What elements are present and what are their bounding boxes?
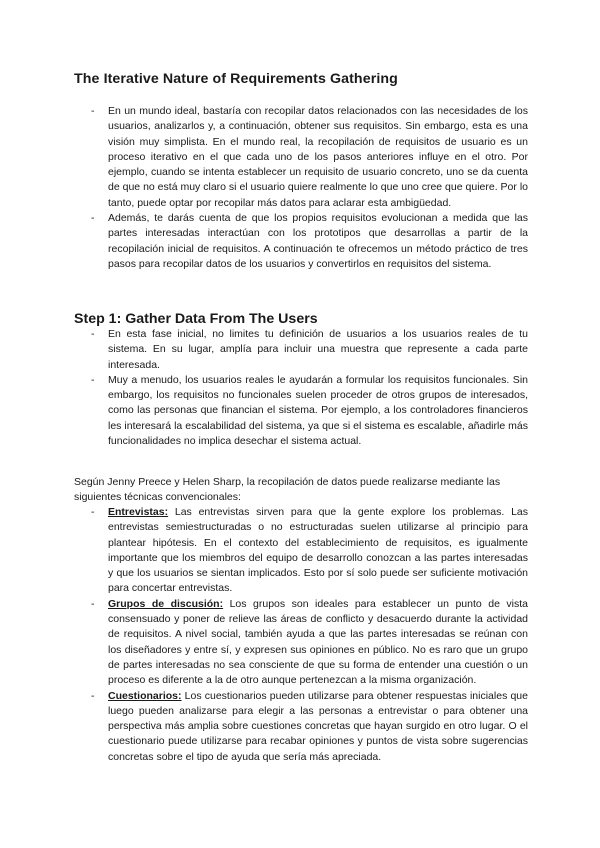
technique-label: Grupos de discusión:	[108, 597, 224, 610]
technique-label: Cuestionarios:	[108, 689, 182, 702]
technique-label: Entrevistas:	[108, 506, 169, 518]
list-item	[74, 597, 528, 689]
step1-heading: Step 1: Gather Data From The Users	[74, 311, 318, 327]
list-item: - En esta fase inicial, no limites tu definición de usuarios a los usuarios reales de tu sistema. En su lugar, amplía para incluir una muestra que represente a cada parte interesada.	[74, 327, 528, 373]
technique-text: Las entrevistas sirven para que la gente explore los problemas. Las entrevistas semiestructuradas o no estructuradas suelen utilizarse al principio para plantear hipótesis. En el contexto del establecimiento de requisitos, es igualmente importante que los miembros del equipo de desarrollo conozcan a las partes interesadas y que los usuarios se sientan implicados. Esto por sí solo puede ser suficiente motivación para concertar entrevistas.	[108, 506, 528, 595]
technique-text: Los grupos son ideales para establecer un punto de vista consensuado y poner de relieve las áreas de conflicto y desacuerdo durante la actividad de requisitos. A nivel social, también ayuda a que las partes interesadas se reúnan con los diseñadores y entre sí, y expresen sus opiniones en público. No es raro que un grupo de partes interesadas no sea consciente de que su forma de entender una cuestión o un proceso es diferente a la de otro aunque pertenezcan a la misma organización.	[108, 597, 528, 687]
list-item: - Además, te darás cuenta de que los propios requisitos evolucionan a medida que las partes interesadas interactúan con los prototipos que desarrollas a partir de la recopilación inicial de requisitos. A continuación te ofrecemos un método práctico de tres pasos para recopilar datos de los usuarios y convertirlos en requisitos del sistema.	[74, 211, 528, 272]
techniques-intro: Según Jenny Preece y Helen Sharp, la recopilación de datos puede realizarse mediante las siguientes técnicas convencionales:	[74, 476, 501, 504]
list-item: - Muy a menudo, los usuarios reales le ayudarán a formular los requisitos funcionales. Sin embargo, los requisitos no funcionales suelen proceder de otros grupos de interesados, como las personas que financian el sistema. Por ejemplo, a los controladores financieros les interesará la escalabilidad del sistema, ya que si el sistema es escalable, añadirle más funcionalidades no implica desechar el sistema actual.	[74, 373, 528, 449]
list-item	[74, 505, 528, 597]
list-item: - En un mundo ideal, bastaría con recopilar datos relacionados con las necesidades de los usuarios, analizarlos y, a continuación, obtener sus requisitos. Sin embargo, esta es una visión muy simplista. En el mundo real, la recopilación de requisitos de usuario es un proceso iterativo en el que cada uno de los pasos anteriores influye en el otro. Por ejemplo, cuando se intenta establecer un requisito de usuario concreto, uno se da cuenta de que no está muy claro si el usuario quiere realmente lo que uno cree que quiere. Por lo tanto, puede optar por recopilar más datos para aclarar esta ambigüedad.	[74, 104, 528, 211]
techniques-list	[74, 505, 528, 765]
list-item	[74, 689, 528, 765]
intro-list	[74, 104, 528, 272]
page-title: The Iterative Nature of Requirements Gathering	[74, 71, 398, 87]
step1-list	[74, 327, 528, 449]
technique-text: Los cuestionarios pueden utilizarse para obtener respuestas iniciales que luego pueden analizarse para elegir a las personas a entrevistar o para obtener una perspectiva más amplia sobre cuestiones concretas que hayan surgido en otro lugar. O el cuestionario puede utilizarse para recabar opiniones y puntos de vista sobre sugerencias concretas sobre el tipo de ayuda que sería más apreciada.	[108, 689, 528, 763]
